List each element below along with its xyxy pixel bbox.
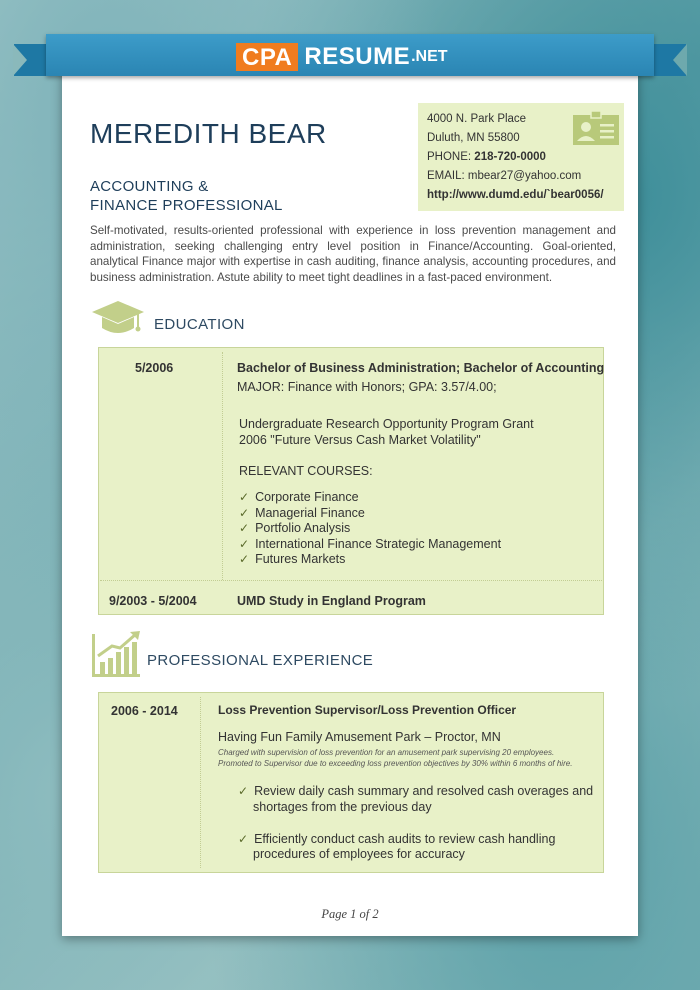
growth-chart-icon <box>90 630 144 682</box>
id-card-icon <box>573 111 619 145</box>
experience-bullet: ✓ Efficiently conduct cash audits to review cash handling <box>238 832 556 846</box>
experience-description-2: Promoted to Supervisor due to exceeding loss prevention objectives by 30% within 6 months of hire. <box>218 759 573 768</box>
logo-resume: RESUME <box>304 43 411 70</box>
summary-paragraph: Self-motivated, results-oriented professional with experience in loss prevention management and administration, seeking challenging entry level position in Finance/Accounting. Goal-oriented, analytical Finance major with expertise in cash auditing, finance analysis, accounting procedures, and business administration. Astute ability to meet tight deadlines in a fast-paced environment. <box>90 224 616 284</box>
experience-column-divider <box>200 697 201 868</box>
checkmark-icon: ✓ <box>239 552 250 566</box>
education-heading: EDUCATION <box>154 316 245 333</box>
experience-company: Having Fun Family Amusement Park – Proctor, MN <box>218 730 501 744</box>
website-link[interactable]: http://www.dumd.edu/`bear0056/ <box>427 189 604 201</box>
checkmark-icon: ✓ <box>239 537 250 551</box>
email-address: mbear27@yahoo.com <box>467 170 582 182</box>
education-row-divider <box>100 580 602 581</box>
candidate-name: MEREDITH BEAR <box>90 118 327 149</box>
email-line[interactable] <box>427 170 581 182</box>
courses-label: RELEVANT COURSES: <box>239 464 373 478</box>
site-logo[interactable] <box>236 42 448 72</box>
phone-label: PHONE: <box>427 151 475 163</box>
education-grant-detail: 2006 "Future Versus Cash Market Volatility" <box>239 433 481 447</box>
checkmark-icon: ✓ <box>238 832 249 846</box>
checkmark-icon: ✓ <box>239 490 250 504</box>
education-program: UMD Study in England Program <box>237 594 426 608</box>
experience-heading: PROFESSIONAL EXPERIENCE <box>147 652 374 669</box>
course-item: ✓ Portfolio Analysis <box>239 521 351 535</box>
contact-box <box>418 103 624 211</box>
experience-bullet-continuation: shortages from the previous day <box>253 800 432 814</box>
education-date-2: 9/2003 - 5/2004 <box>109 594 197 608</box>
candidate-title <box>90 177 283 215</box>
graduation-cap-icon <box>90 298 146 338</box>
experience-date: 2006 - 2014 <box>111 704 178 718</box>
checkmark-icon: ✓ <box>239 521 250 535</box>
course-item: ✓ Managerial Finance <box>239 506 365 520</box>
email-label: EMAIL: <box>427 170 468 182</box>
phone-number: 218-720-0000 <box>474 151 546 163</box>
experience-bullet-continuation: procedures of employees for accuracy <box>253 847 465 861</box>
title-line-1: ACCOUNTING & <box>90 178 209 195</box>
address-line-1: 4000 N. Park Place <box>427 113 527 125</box>
experience-position: Loss Prevention Supervisor/Loss Prevention Officer <box>218 703 517 717</box>
course-item: ✓ Futures Markets <box>239 552 346 566</box>
checkmark-icon: ✓ <box>238 784 249 798</box>
experience-bullet: ✓ Review daily cash summary and resolved cash overages and <box>238 784 594 798</box>
title-line-2: FINANCE PROFESSIONAL <box>90 197 283 214</box>
course-item: ✓ International Finance Strategic Management <box>239 537 502 551</box>
education-grant: Undergraduate Research Opportunity Program Grant <box>239 417 534 431</box>
checkmark-icon: ✓ <box>239 506 250 520</box>
education-date-1: 5/2006 <box>135 361 174 375</box>
education-degree: Bachelor of Business Administration; Bachelor of Accounting <box>237 361 605 375</box>
experience-description-1: Charged with supervision of loss prevention for an amusement park supervising 20 employees. <box>218 748 555 757</box>
address-line-2: Duluth, MN 55800 <box>427 132 520 144</box>
logo-cpa: CPA <box>236 43 298 71</box>
course-item: ✓ Corporate Finance <box>239 490 359 504</box>
phone-line <box>427 151 546 163</box>
page-number: Page 1 of 2 <box>321 907 379 921</box>
logo-net: .NET <box>411 48 448 65</box>
education-major: MAJOR: Finance with Honors; GPA: 3.57/4.00; <box>237 380 497 394</box>
education-column-divider <box>222 352 223 580</box>
